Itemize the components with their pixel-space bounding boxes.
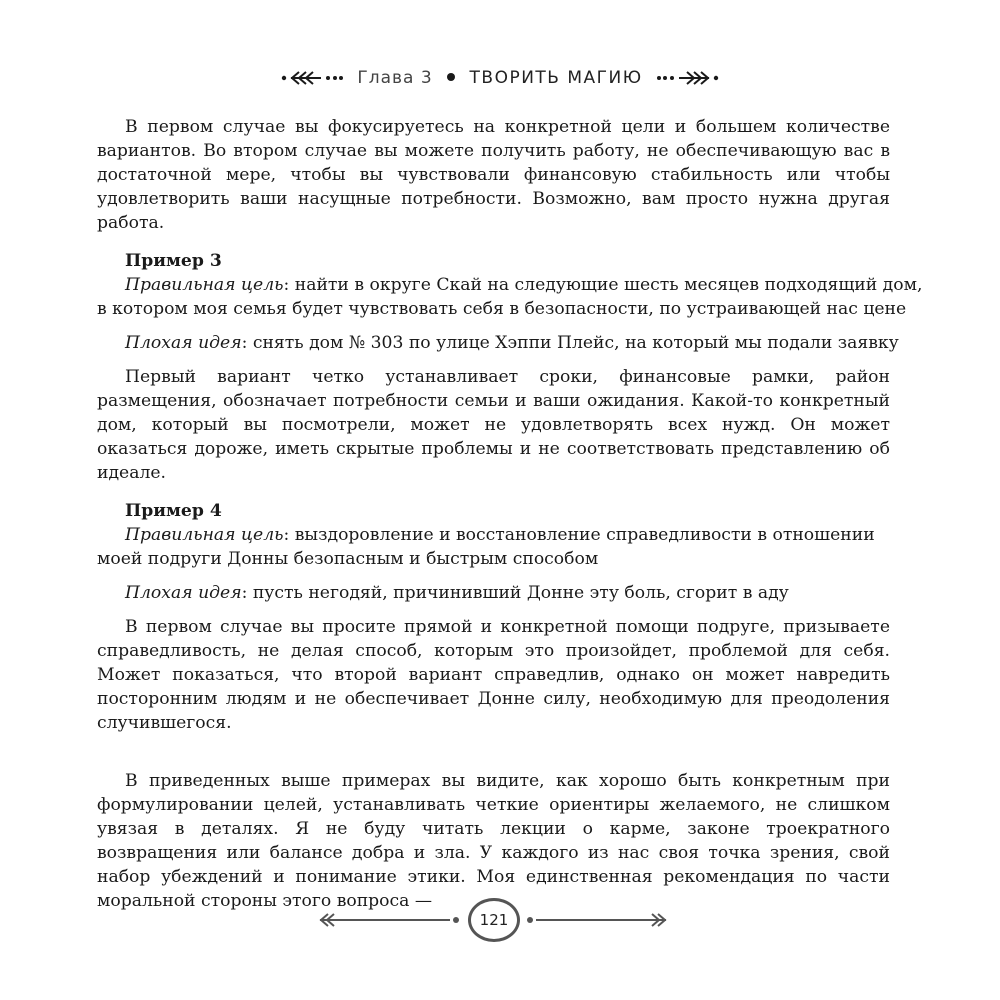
footer-right-arrow-ornament-icon [526, 910, 686, 930]
arrow-right-ornament-icon [657, 70, 719, 86]
paragraph-1: В первом случае вы фокусируетесь на конкретной цели и большем количестве вариантов. Во втором случае вы можете получить работу, не обеспечивающую вас в достаточной мере, чтобы вы чувствовали финансовую стабильность или чтобы удовлетворить ваши насущные потребности. Возможно, вам просто нужна другая работа. [97, 117, 890, 233]
example-4-bad-idea [97, 581, 890, 605]
bad-idea-label: Плохая идея [125, 583, 242, 603]
arrow-left-ornament-icon [281, 70, 343, 86]
example-4-good-goal-cont: моей подруги Донны безопасным и быстрым способом [97, 549, 599, 569]
chapter-heading [357, 68, 642, 88]
page-body [97, 115, 923, 913]
bad-idea-label: Плохая идея [125, 333, 242, 353]
page-number: 121 [468, 898, 520, 942]
page-footer [0, 898, 1000, 946]
running-header [0, 64, 1000, 92]
example-3-good-goal [97, 273, 923, 297]
example-4-heading: Пример 4 [125, 501, 222, 521]
paragraph-2: Первый вариант четко устанавливает сроки, финансовые рамки, район размещения, обозначает потребности семьи и ваши ожидания. Какой-то конкретный дом, который вы посмотрели, может не удовлетворять всех нужд. Он может оказаться дороже, иметь скрытые проблемы и не соответствовать представлению об идеале. [97, 367, 890, 483]
chapter-title: ТВОРИТЬ МАГИЮ [469, 68, 643, 88]
footer-left-arrow-ornament-icon [300, 910, 460, 930]
paragraph-3: В первом случае вы просите прямой и конкретной помощи подруге, призываете справедливость, не делая способ, которым это произойдет, проблемой для себя. Может показаться, что второй вариант справедлив, однако он может навредить посторонним людям и не обеспечивает Донне силу, необходимую для преодоления случившегося. [97, 617, 890, 733]
example-3-bad-idea [97, 331, 899, 355]
good-goal-label: Правильная цель [125, 275, 284, 295]
bad-idea-text: : снять дом № 303 по улице Хэппи Плейс, на который мы подали заявку [241, 333, 899, 353]
good-goal-text-line1: : найти в округе Скай на следующие шесть месяцев подходящий дом, [283, 275, 923, 295]
paragraph-4: В приведенных выше примерах вы видите, как хорошо быть конкретным при формулировании целей, устанавливать четкие ориентиры желаемого, не слишком увязая в деталях. Я не буду читать лекции о карме, законе троекратного возвращения или балансе добра и зла. У каждого из нас своя точка зрения, свой набор убеждений и понимание этики. Моя единственная рекомендация по части моральной стороны этого вопроса — [97, 771, 890, 911]
bullet-dot-icon [447, 73, 455, 81]
bad-idea-text: : пусть негодяй, причинивший Донне эту боль, сгорит в аду [241, 583, 789, 603]
good-goal-label: Правильная цель [125, 525, 284, 545]
example-3-good-goal-cont: в котором моя семья будет чувствовать себя в безопасности, по устраивающей нас цене [97, 299, 907, 319]
chapter-number: Глава 3 [357, 68, 433, 88]
example-3-heading: Пример 3 [125, 251, 222, 271]
example-4-good-goal [97, 523, 890, 547]
good-goal-text-line1: : выздоровление и восстановление справедливости в отношении [283, 525, 875, 545]
